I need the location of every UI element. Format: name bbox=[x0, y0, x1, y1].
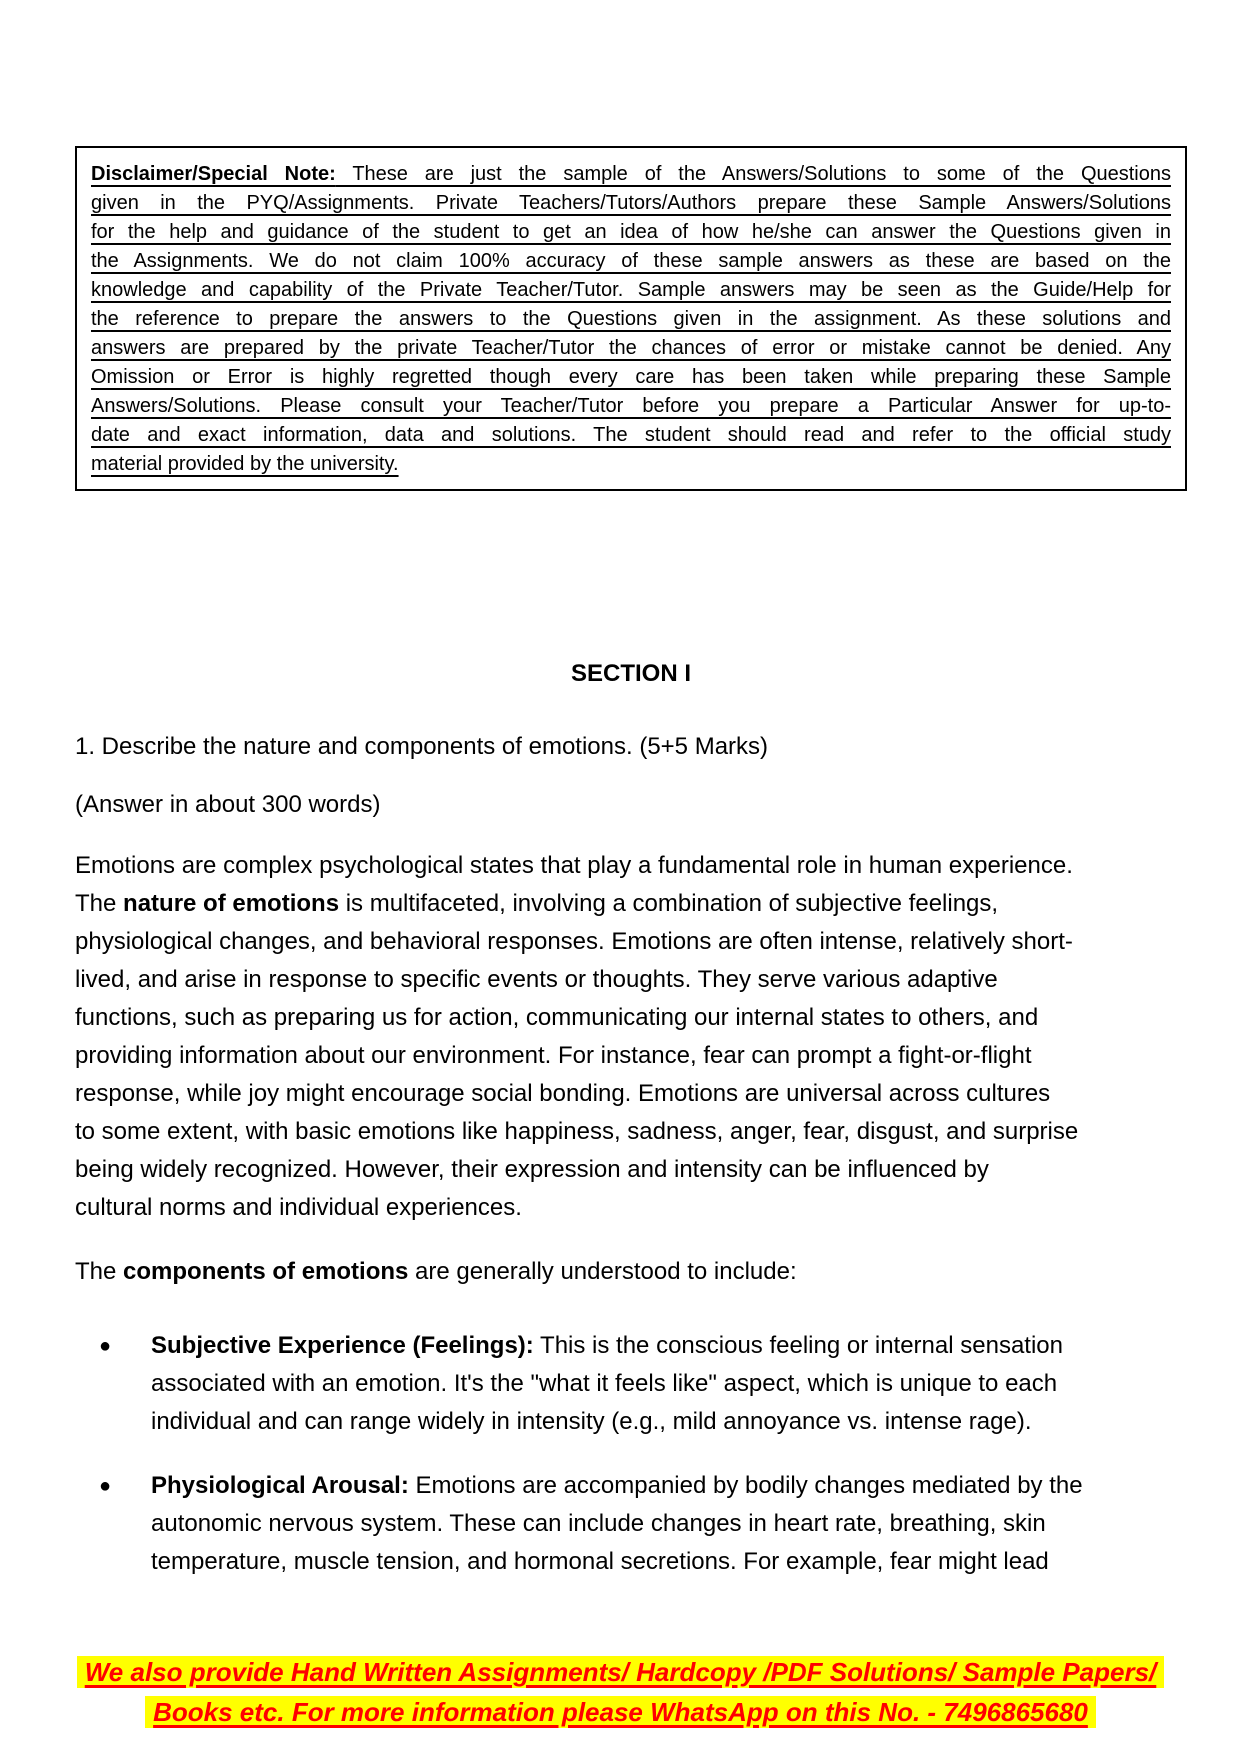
text-run: Emotions are accompanied by bodily changes mediated by the bbox=[408, 1472, 1083, 1499]
footer-promo-banner bbox=[0, 1652, 1241, 1732]
bullet-icon: ● bbox=[99, 1335, 112, 1357]
text-line-content bbox=[91, 366, 1171, 388]
text-line-content bbox=[75, 1194, 522, 1221]
text-line-content bbox=[91, 308, 1171, 330]
text-run: The bbox=[75, 890, 124, 917]
bullet-text bbox=[151, 1467, 1187, 1581]
text-line bbox=[0, 1652, 1241, 1692]
text-line-content bbox=[75, 928, 1073, 955]
text-line bbox=[91, 160, 1171, 189]
text-line-content bbox=[91, 250, 1171, 272]
answer-paragraph-nature bbox=[75, 847, 1187, 1227]
text-run: We also provide Hand Written Assignments/ Hardcopy /PDF Solutions/ Sample Papers/ bbox=[84, 1657, 1157, 1687]
text-run: Emotions are complex psychological states that play a fundamental role in human experience. bbox=[75, 852, 1073, 879]
text-line-content bbox=[91, 395, 1171, 417]
text-line-content bbox=[151, 1332, 1063, 1359]
text-line bbox=[151, 1365, 1187, 1403]
text-run: individual and can range widely in intensity (e.g., mild annoyance vs. intense rage). bbox=[151, 1408, 1032, 1435]
text-line bbox=[91, 450, 1171, 479]
text-line bbox=[151, 1403, 1187, 1441]
text-line bbox=[151, 1505, 1187, 1543]
text-run: Subjective Experience (Feelings): bbox=[151, 1332, 534, 1359]
text-run: This is the conscious feeling or internal sensation bbox=[533, 1332, 1063, 1359]
text-run: nature of emotions bbox=[123, 890, 340, 917]
text-run: functions, such as preparing us for action, communicating our internal states to others, and bbox=[75, 1004, 1039, 1031]
text-run: physiological changes, and behavioral responses. Emotions are often intense, relatively short- bbox=[75, 928, 1073, 955]
text-line-content bbox=[75, 1258, 797, 1285]
text-run: These are just the sample of the Answers/Solutions to some of the Questions bbox=[335, 163, 1171, 185]
text-run: Books etc. For more information please WhatsApp on this No. - 7496865680 bbox=[153, 1697, 1088, 1727]
text-line bbox=[151, 1467, 1187, 1505]
text-run: The bbox=[75, 1258, 124, 1285]
text-line-content bbox=[151, 1548, 1049, 1575]
text-line bbox=[75, 847, 1187, 885]
text-line-content bbox=[75, 890, 998, 917]
text-line bbox=[91, 334, 1171, 363]
text-run: Answers/Solutions. Please consult your Teacher/Tutor before you prepare a Particular Answer for up-to- bbox=[91, 395, 1171, 417]
text-run: to some extent, with basic emotions like happiness, sadness, anger, fear, disgust, and surprise bbox=[75, 1118, 1079, 1145]
text-line-content bbox=[145, 1696, 1096, 1728]
text-run: answers are prepared by the private Teacher/Tutor the chances of error or mistake cannot be denied. Any bbox=[91, 337, 1171, 359]
bullet-text bbox=[151, 1327, 1187, 1441]
text-run: given in the PYQ/Assignments. Private Teachers/Tutors/Authors prepare these Sample Answers/Solutions bbox=[91, 192, 1171, 214]
text-run: lived, and arise in response to specific events or thoughts. They serve various adaptive bbox=[75, 966, 998, 993]
text-run: Disclaimer/Special Note: bbox=[91, 163, 336, 185]
text-run: components of emotions bbox=[123, 1258, 409, 1285]
answer-paragraph-components-intro bbox=[75, 1253, 1187, 1291]
text-line bbox=[75, 923, 1187, 961]
text-line-content bbox=[91, 424, 1171, 446]
text-line-content bbox=[151, 1472, 1083, 1499]
section-heading: SECTION I bbox=[570, 660, 691, 687]
text-run: cultural norms and individual experiences. bbox=[75, 1194, 522, 1221]
text-line bbox=[75, 1075, 1187, 1113]
text-run: temperature, muscle tension, and hormonal secretions. For example, fear might lead bbox=[151, 1548, 1049, 1575]
text-line bbox=[91, 421, 1171, 450]
text-line-content bbox=[75, 1042, 1031, 1069]
text-line-content bbox=[91, 192, 1171, 214]
text-line-content bbox=[75, 1156, 989, 1183]
text-line bbox=[91, 276, 1171, 305]
text-line-content bbox=[91, 279, 1171, 301]
text-run: the reference to prepare the answers to the Questions given in the assignment. As these solutions and bbox=[91, 308, 1171, 330]
answer-word-limit-note: (Answer in about 300 words) bbox=[75, 791, 381, 818]
text-line bbox=[75, 1151, 1187, 1189]
bullet-item-subjective-experience bbox=[75, 1327, 1187, 1441]
disclaimer-box bbox=[75, 146, 1187, 491]
page-content bbox=[75, 0, 1187, 1581]
text-line bbox=[91, 218, 1171, 247]
text-line bbox=[91, 247, 1171, 276]
text-run: are generally understood to include: bbox=[408, 1258, 797, 1285]
text-line bbox=[151, 1327, 1187, 1365]
text-run: is multifaceted, involving a combination of subjective feelings, bbox=[339, 890, 999, 917]
text-line-content bbox=[91, 163, 1171, 185]
text-line-content bbox=[91, 453, 399, 475]
text-line-content bbox=[75, 966, 998, 993]
text-line bbox=[151, 1543, 1187, 1581]
text-line-content bbox=[91, 337, 1171, 359]
text-line bbox=[75, 1113, 1187, 1151]
text-line-content bbox=[75, 1004, 1038, 1031]
text-line bbox=[75, 999, 1187, 1037]
text-run: knowledge and capability of the Private Teacher/Tutor. Sample answers may be seen as the Guide/Help for bbox=[91, 279, 1171, 301]
text-run: autonomic nervous system. These can include changes in heart rate, breathing, skin bbox=[151, 1510, 1046, 1537]
text-run: Omission or Error is highly regretted though every care has been taken while preparing these Sample bbox=[91, 366, 1171, 388]
text-line-content bbox=[151, 1408, 1032, 1435]
text-run: Physiological Arousal: bbox=[151, 1472, 409, 1499]
question-text: 1. Describe the nature and components of emotions. (5+5 Marks) bbox=[75, 733, 769, 760]
text-run: being widely recognized. However, their expression and intensity can be influenced by bbox=[75, 1156, 989, 1183]
text-line bbox=[75, 1037, 1187, 1075]
text-line bbox=[91, 305, 1171, 334]
text-run: response, while joy might encourage social bonding. Emotions are universal across cultures bbox=[75, 1080, 1051, 1107]
text-line-content bbox=[151, 1370, 1057, 1397]
text-line bbox=[75, 961, 1187, 999]
text-line-content bbox=[151, 1510, 1046, 1537]
text-run: material provided by the university. bbox=[91, 453, 399, 475]
text-line bbox=[91, 392, 1171, 421]
text-run: associated with an emotion. It's the "what it feels like" aspect, which is unique to each bbox=[151, 1370, 1058, 1397]
text-run: date and exact information, data and solutions. The student should read and refer to the official study bbox=[91, 424, 1171, 446]
text-line bbox=[75, 885, 1187, 923]
text-line bbox=[91, 363, 1171, 392]
text-line-content bbox=[77, 1656, 1165, 1688]
text-line bbox=[75, 1253, 1187, 1291]
bullet-item-physiological-arousal bbox=[75, 1467, 1187, 1581]
text-run: for the help and guidance of the student to get an idea of how he/she can answer the Questions given in bbox=[91, 221, 1171, 243]
text-line-content bbox=[75, 1118, 1078, 1145]
text-line-content bbox=[75, 852, 1073, 879]
text-line-content bbox=[91, 221, 1171, 243]
text-run: the Assignments. We do not claim 100% accuracy of these sample answers as these are based on the bbox=[91, 250, 1171, 272]
text-run: providing information about our environment. For instance, fear can prompt a fight-or-flight bbox=[75, 1042, 1032, 1069]
text-line bbox=[0, 1692, 1241, 1732]
text-line bbox=[91, 189, 1171, 218]
text-line-content bbox=[75, 1080, 1050, 1107]
bullet-icon: ● bbox=[99, 1475, 112, 1497]
text-line bbox=[75, 1189, 1187, 1227]
